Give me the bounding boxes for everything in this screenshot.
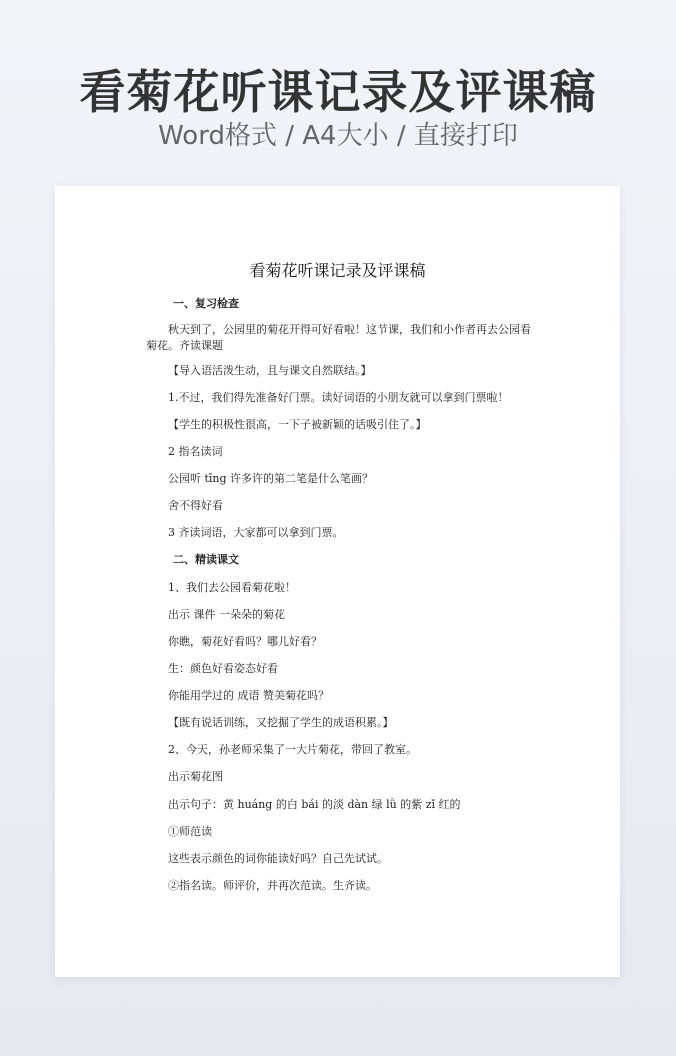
document-line: 2、今天，孙老师采集了一大片菊花，带回了教室。 bbox=[168, 743, 417, 756]
document-line: 出示菊花图 bbox=[168, 770, 223, 783]
document-line: 生：颜色好看姿态好看 bbox=[168, 662, 278, 675]
document-line: 出示句子：黄 huáng 的白 bái 的淡 dàn 绿 lǜ 的紫 zǐ 红的 bbox=[168, 798, 461, 811]
document-line: 【既有说话训练，又挖掘了学生的成语积累。】 bbox=[168, 716, 394, 729]
document-line: 1.不过，我们得先准备好门票。读好词语的小朋友就可以拿到门票啦！ bbox=[168, 391, 509, 404]
document-line: 【导入语活泼生动，且与课文自然联结。】 bbox=[168, 364, 372, 377]
document-page bbox=[55, 186, 620, 977]
document-line: 【学生的积极性很高，一下子被新颖的话吸引住了。】 bbox=[168, 418, 427, 431]
section-heading-reading: 二、精读课文 bbox=[173, 553, 239, 566]
document-line: 舍不得好看 bbox=[168, 499, 223, 512]
document-line: ①师范读 bbox=[168, 825, 212, 838]
document-line: 公园听 tīng 许多许的第二笔是什么笔画？ bbox=[168, 472, 374, 485]
section-heading-review: 一、复习检查 bbox=[173, 297, 239, 310]
document-line: 这些表示颜色的词你能读好吗？自己先试试。 bbox=[168, 852, 388, 865]
document-line: 3 齐读词语，大家都可以拿到门票。 bbox=[168, 526, 344, 539]
document-line: 1、我们去公园看菊花啦！ bbox=[168, 581, 296, 594]
document-line: 出示 课件 一朵朵的菊花 bbox=[168, 608, 285, 621]
document-line: 你瞧，菊花好看吗？哪儿好看？ bbox=[168, 635, 322, 648]
document-title: 看菊花听课记录及评课稿 bbox=[249, 261, 426, 280]
document-line: 你能用学过的 成语 赞美菊花吗？ bbox=[168, 689, 329, 702]
banner-subtitle: Word格式 / A4大小 / 直接打印 bbox=[158, 121, 518, 151]
document-line: 2 指名读词 bbox=[168, 445, 223, 458]
document-line: ②指名读。师评价，并再次范读。生齐读。 bbox=[168, 879, 377, 892]
banner-title: 看菊花听课记录及评课稿 bbox=[79, 65, 597, 119]
intro-paragraph: 秋天到了，公园里的菊花开得可好看啦！这节课，我们和小作者再去公园看菊花。齐读课题 bbox=[146, 323, 531, 352]
